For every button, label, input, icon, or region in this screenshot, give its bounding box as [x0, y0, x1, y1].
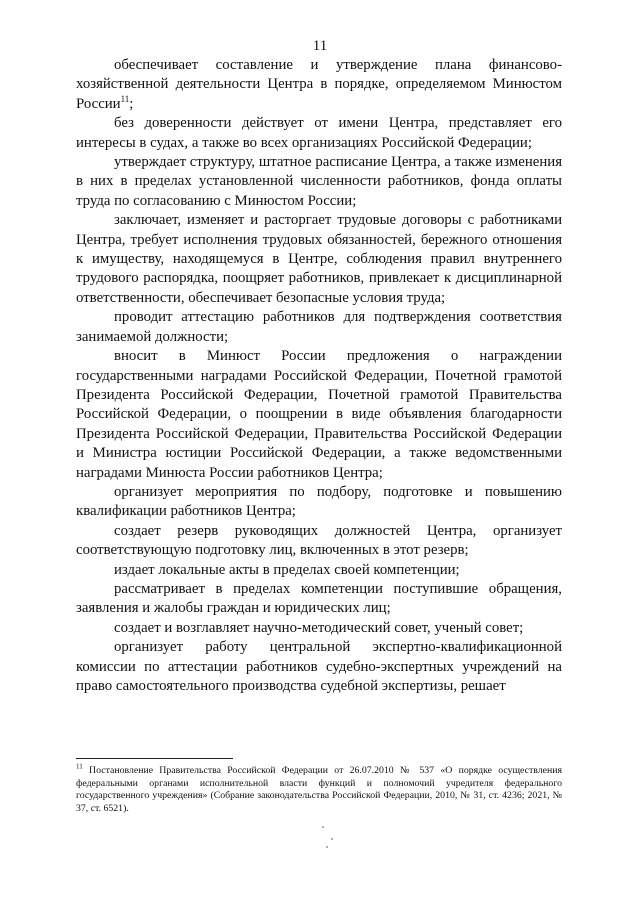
- paragraph-text: обеспечивает составление и утверждение плана финансово-хозяйственной деятельности Центра в порядке, определяемом Минюстом России: [76, 57, 562, 112]
- scan-speck: [331, 838, 333, 840]
- paragraph-tail: ;: [129, 95, 134, 112]
- paragraph: заключает, изменяет и расторгает трудовые договоры с работниками Центра, требует исполнения трудовых обязанностей, бережного отношения к имуществу, находящемуся в Центре, соблюдения правил внутреннего трудового распорядка, поощряет работников, привлекает к дисциплинарной ответственности, обеспечивает безопасные условия труда;: [76, 212, 562, 306]
- paragraph: организует работу центральной экспертно-квалификационной комиссии по аттестации работников судебно-экспертных учреждений на право самостоятельного производства судебной экспертизы, решает: [76, 639, 562, 694]
- body-text: [76, 56, 562, 696]
- footnote-text: Постановление Правительства Российской Федерации от 26.07.2010 № 537 «О порядке осуществления федеральными органами исполнительной власти функций и полномочий учредителя федерального государственного учреждения» (Собрание законодательства Российской Федерации, 2010, № 31, ст. 4236; 2021, № 37, ст. 6521).: [76, 765, 562, 814]
- footnote-mark: 11: [76, 762, 83, 771]
- footnote-reference[interactable]: 11: [120, 93, 130, 104]
- paragraph: создает резерв руководящих должностей Центра, организует соответствующую подготовку лиц, включенных в этот резерв;: [76, 522, 562, 559]
- footnote-divider: [76, 758, 233, 759]
- paragraph: рассматривает в пределах компетенции поступившие обращения, заявления и жалобы граждан и юридических лиц;: [76, 580, 562, 617]
- paragraph: создает и возглавляет научно-методический совет, ученый совет;: [114, 619, 524, 636]
- page-number: 11: [312, 38, 328, 54]
- paragraph: вносит в Минюст России предложения о награждении государственными наградами Российской Федерации, Почетной грамотой Президента Российской Федерации, Почетной грамотой Правительства Российской Федерации, о поощрении в виде объявления благодарности Президента Российской Федерации, Правительства Российской Федерации и Министра юстиции Российской Федерации, а также ведомственными наградами Минюста России работников Центра;: [76, 348, 562, 481]
- paragraph: [76, 56, 562, 114]
- scan-speck: [326, 846, 328, 848]
- paragraph: издает локальные акты в пределах своей компетенции;: [114, 561, 460, 578]
- paragraph: без доверенности действует от имени Центра, представляет его интересы в судах, а также во всех организациях Российской Федерации;: [76, 115, 562, 151]
- scan-speck: [322, 826, 324, 828]
- footnote: [76, 762, 562, 815]
- paragraph: утверждает структуру, штатное расписание Центра, а также изменения в них в пределах установленной численности работников, фонда оплаты труда по согласованию с Минюстом России;: [76, 154, 562, 209]
- paragraph: проводит аттестацию работников для подтверждения соответствия занимаемой должности;: [76, 309, 562, 345]
- paragraph: организует мероприятия по подбору, подготовке и повышению квалификации работников Центра;: [76, 483, 562, 520]
